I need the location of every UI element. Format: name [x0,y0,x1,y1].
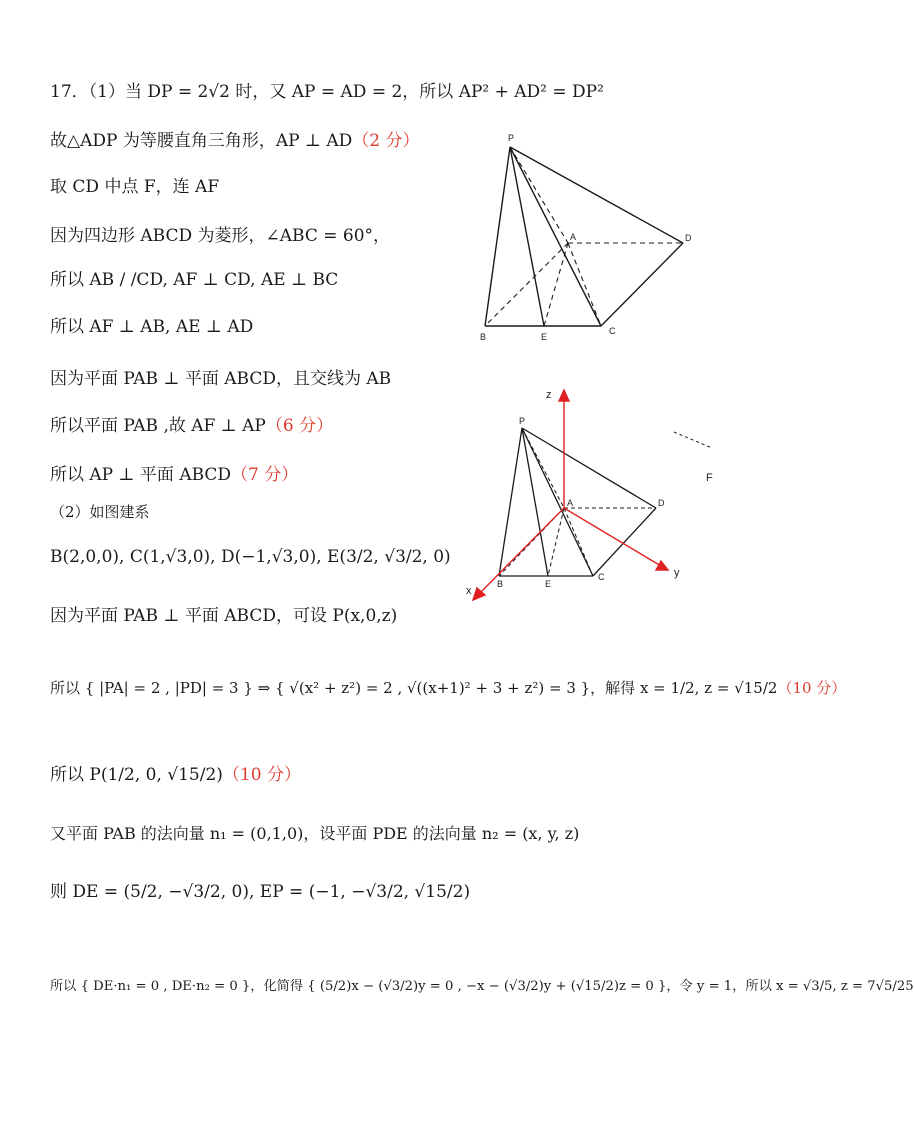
line-16: 则 DE = (5/2, −√3/2, 0), EP = (−1, −√3/2, √15/2) [50,882,471,902]
label2-E: E [545,579,552,589]
edge-PD [510,147,683,243]
line-3: 取 CD 中点 F，连 AF [50,177,220,197]
score-7: （7 分） [231,465,299,485]
line-13 [50,676,846,700]
line-9 [50,463,298,487]
line-6: 所以 AF ⊥ AB, AE ⊥ AD [50,317,254,337]
pyramid-figure-1 [470,130,710,350]
edge-AB [485,243,568,326]
edge-PC [510,147,601,326]
line-15: 又平面 PAB 的法向量 n₁ = (0,1,0)，设平面 PDE 的法向量 n₂ = (x, y, z) [50,824,580,843]
line-1: 17．（1）当 DP = 2√2 时，又 AP = AD = 2，所以 AP² + AD² = DP² [50,82,604,102]
line-8-text: 所以平面 PAB ,故 AF ⊥ AP [50,416,266,436]
edge2-CD [593,508,656,576]
edge2-PD [522,428,656,508]
label-y-axis: y [674,567,680,579]
score-2: （2 分） [352,131,420,151]
label2-P: P [519,416,526,426]
label-B: B [480,332,487,342]
label-D: D [685,233,692,243]
line-14-text: 所以 P(1/2, 0, √15/2) [50,765,223,785]
line-10: （2）如图建系 [50,503,150,521]
edge-AC [568,243,601,326]
line-14 [50,763,301,787]
dashed-fragment [674,432,712,448]
edge-PE [510,147,544,326]
label-z-axis: z [546,389,552,401]
label-E: E [541,332,548,342]
edge-CD [601,243,683,326]
edge2-AE [548,508,564,576]
label-A: A [570,232,577,242]
label-F: F [706,472,713,484]
line-4: 因为四边形 ABCD 为菱形，∠ABC = 60°， [50,226,391,246]
label2-C: C [598,572,605,582]
line-9-text: 所以 AP ⊥ 平面 ABCD [50,465,232,485]
line-17: 所以 { DE·n₁ = 0 , DE·n₂ = 0 }，化简得 { (5/2)x − (√3/2)y = 0 , −x − (√3/2)y + (√15/2)z = 0 }，令 y = 1，所以 x = √3/5, z = 7√5/25 [50,979,914,994]
label2-A: A [567,498,574,508]
line-12: 因为平面 PAB ⊥ 平面 ABCD，可设 P(x,0,z) [50,606,398,626]
line-5: 所以 AB / /CD, AF ⊥ CD, AE ⊥ BC [50,270,339,290]
axis-x [479,508,564,594]
line-7: 因为平面 PAB ⊥ 平面 ABCD，且交线为 AB [50,369,392,389]
label-C: C [609,326,616,336]
label2-D: D [658,498,665,508]
edge2-PC [522,428,593,576]
line-11: B(2,0,0), C(1,√3,0), D(−1,√3,0), E(3/2, √3/2, 0) [50,547,451,567]
edge2-PE [522,428,548,576]
line-2 [50,129,419,153]
axis-y-arrowhead [656,561,668,570]
pyramid-figure-2 [460,380,750,610]
score-10a: （10 分） [777,679,847,697]
axis-y [564,508,661,566]
score-10b: （10 分） [222,765,301,785]
line-13-text: 所以 { |PA| = 2 , |PD| = 3 } ⇒ { √(x² + z²) = 2 , √((x+1)² + 3 + z²) = 3 }，解得 x = 1/2, z = √15/2 [50,679,778,697]
label-x-axis: x [466,585,472,597]
line-8 [50,414,333,438]
edge-AE [544,243,568,326]
line-2-text: 故△ADP 为等腰直角三角形，AP ⊥ AD [50,131,353,151]
edge-PB [485,147,510,326]
axis-z-arrowhead [559,390,569,401]
score-6: （6 分） [265,416,334,436]
label-P: P [508,133,515,143]
label2-B: B [497,579,504,589]
